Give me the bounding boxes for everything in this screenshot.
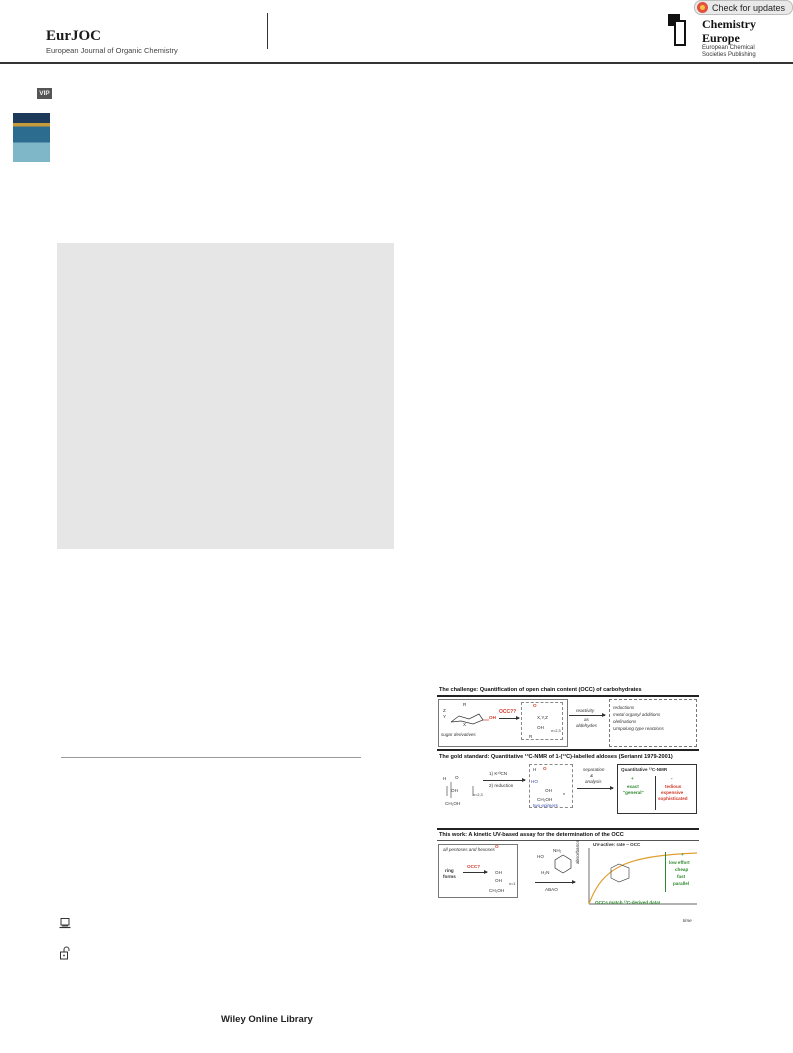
journal-cover-thumbnail[interactable] — [13, 113, 50, 162]
panel3-title: This work: A kinetic UV-based assay for the determination of the OCC — [439, 832, 624, 838]
p2-labelled-HO: HO — [531, 779, 538, 784]
vip-badge: VIP — [37, 88, 52, 99]
con-3: sophisticated — [658, 796, 688, 801]
p2-labelled-O: O — [543, 766, 547, 771]
occ-label-3: OCC? — [467, 864, 481, 869]
occ-question: OCC?? — [499, 709, 517, 715]
step-kcn: 1) K¹³CN — [489, 771, 508, 776]
p1-open-R: R — [529, 734, 533, 739]
p1-struct-R: R — [463, 702, 467, 707]
arrow-occ — [499, 718, 519, 719]
nmr-minus: - — [671, 776, 673, 781]
check-for-updates-button[interactable] — [694, 0, 793, 15]
benefit-4: parallel — [673, 881, 690, 886]
p1-open-n: n=2,3 — [551, 729, 561, 733]
con-1: tedious — [665, 784, 682, 789]
unlock-icon[interactable] — [59, 946, 71, 960]
p2-labelled-H: H — [533, 767, 537, 772]
two-epimers-label: two epimers — [533, 803, 558, 808]
separation-label: separation — [583, 767, 605, 772]
p3-open-OH2: OH — [495, 878, 502, 883]
p2-aldose-n: n=2,3 — [473, 793, 483, 797]
abao-NH2: NH₂ — [553, 848, 562, 853]
occ-conclusion: OCCs match ¹³C-derived data! — [595, 900, 661, 905]
p2-aldose-H: H — [443, 776, 447, 781]
arrow-analysis — [577, 788, 613, 789]
reaction-1: reductions — [613, 705, 635, 710]
section-rule — [61, 757, 361, 758]
open-chain-box — [521, 702, 563, 740]
panel3-rule — [437, 840, 699, 841]
panel3-rule-top — [437, 828, 699, 830]
check-for-updates-label: Check for updates — [712, 2, 786, 13]
journal-title: EurJOC — [46, 28, 102, 44]
p1-struct-Z: Z — [443, 708, 446, 713]
aldose-structure — [443, 780, 477, 802]
publisher-line1: Chemistry — [702, 17, 756, 31]
header-divider — [267, 13, 268, 49]
p2-labelled-OH: OH — [545, 788, 552, 793]
as-label: as — [584, 717, 589, 722]
nmr-label: Quantitative ¹³C-NMR — [621, 767, 668, 772]
p2-aldose-O: O — [455, 775, 459, 780]
p3-open-OH1: OH — [495, 870, 502, 875]
panel1-title: The challenge: Quantification of open chain content (OCC) of carbohydrates — [439, 687, 642, 693]
pro-2: "general" — [623, 790, 644, 795]
chemistry-europe-logo[interactable] — [668, 14, 778, 56]
pyranose-structure — [447, 708, 491, 730]
arrow-reactivity — [569, 715, 605, 716]
p1-open-OH: OH — [537, 725, 544, 730]
toc-graphic — [433, 684, 703, 929]
journal-subtitle: European Journal of Organic Chemistry — [46, 46, 178, 55]
ring-label: ring — [445, 868, 454, 873]
uv-plot-title: UV-active: rate ~ OCC — [593, 842, 641, 847]
p1-struct-Y: Y — [443, 714, 447, 719]
p2-labelled-n: n — [563, 792, 566, 796]
pros-cons-divider — [655, 776, 656, 810]
product-structure — [605, 862, 635, 886]
reaction-4: Umpolung type reactions — [613, 726, 664, 731]
forms-label: forms — [443, 874, 456, 879]
wiley-online-library[interactable]: Wiley Online Library — [221, 1014, 313, 1025]
p1-open-O: O — [533, 703, 537, 708]
check-updates-icon — [697, 2, 708, 13]
benefits-divider — [665, 852, 666, 892]
reactivity-label: reactivity — [576, 708, 595, 713]
abao-H2N: H₂N — [541, 870, 550, 875]
p1-struct-OH: OH — [489, 715, 496, 720]
sugar-derivatives-caption: sugar derivatives — [441, 732, 476, 737]
computer-icon[interactable] — [59, 917, 71, 929]
p3-open-n: n=1 — [509, 882, 516, 886]
reaction-3: olefinations — [613, 719, 637, 724]
benefit-1: low effort — [669, 860, 690, 865]
p2-labelled-ch2oh: CH₂OH — [537, 797, 553, 802]
analysis-label: analysis — [585, 779, 602, 784]
time-axis-label: time — [683, 918, 692, 923]
p2-aldose-ch2oh: CH₂OH — [445, 801, 461, 806]
abao-structure — [553, 854, 573, 874]
abao-HO: HO — [537, 854, 544, 859]
header-rule — [0, 62, 793, 64]
publisher-line4: Societies Publishing — [702, 52, 756, 58]
arrow-ring-open — [463, 872, 487, 873]
panel2-rule-top — [437, 749, 699, 751]
p3-open-O: O — [495, 844, 499, 849]
aldehydes-label: aldehydes — [576, 723, 597, 728]
pro-1: exact — [627, 784, 639, 789]
p3-open-ch2oh: CH₂OH — [489, 888, 505, 893]
p2-aldose-OH: OH — [451, 788, 458, 793]
amp-label: & — [590, 773, 594, 778]
reaction-2: metal organyl additions — [613, 712, 661, 717]
absorbance-axis-label: absorbance — [575, 839, 580, 864]
benefit-2: cheap — [675, 867, 689, 872]
p1-open-XYZ: X,Y,Z — [537, 715, 548, 720]
panel1-rule — [437, 695, 699, 697]
p1-struct-X: X — [463, 722, 467, 727]
benefits-plus: + — [681, 852, 684, 857]
nmr-plus: + — [631, 776, 634, 781]
publisher-line2: Europe — [702, 31, 740, 45]
benefit-3: fast — [677, 874, 686, 879]
panel2-title: The gold standard: Quantitative ¹³C-NMR of 1-(¹³C)-labelled aldoses (Serianni 1979-2001) — [439, 754, 673, 760]
abao-label: ABAO — [545, 887, 558, 892]
chemistry-europe-logo-mark — [668, 14, 692, 46]
arrow-synthesis — [483, 780, 525, 781]
con-2: expensive — [661, 790, 684, 795]
abstract-box — [57, 243, 394, 549]
all-pentoses-label: all pentoses and hexoses — [443, 847, 495, 852]
publisher-line3: European Chemical — [702, 45, 755, 51]
step-reduction: 2) reduction — [489, 783, 514, 788]
arrow-abao — [535, 882, 575, 883]
